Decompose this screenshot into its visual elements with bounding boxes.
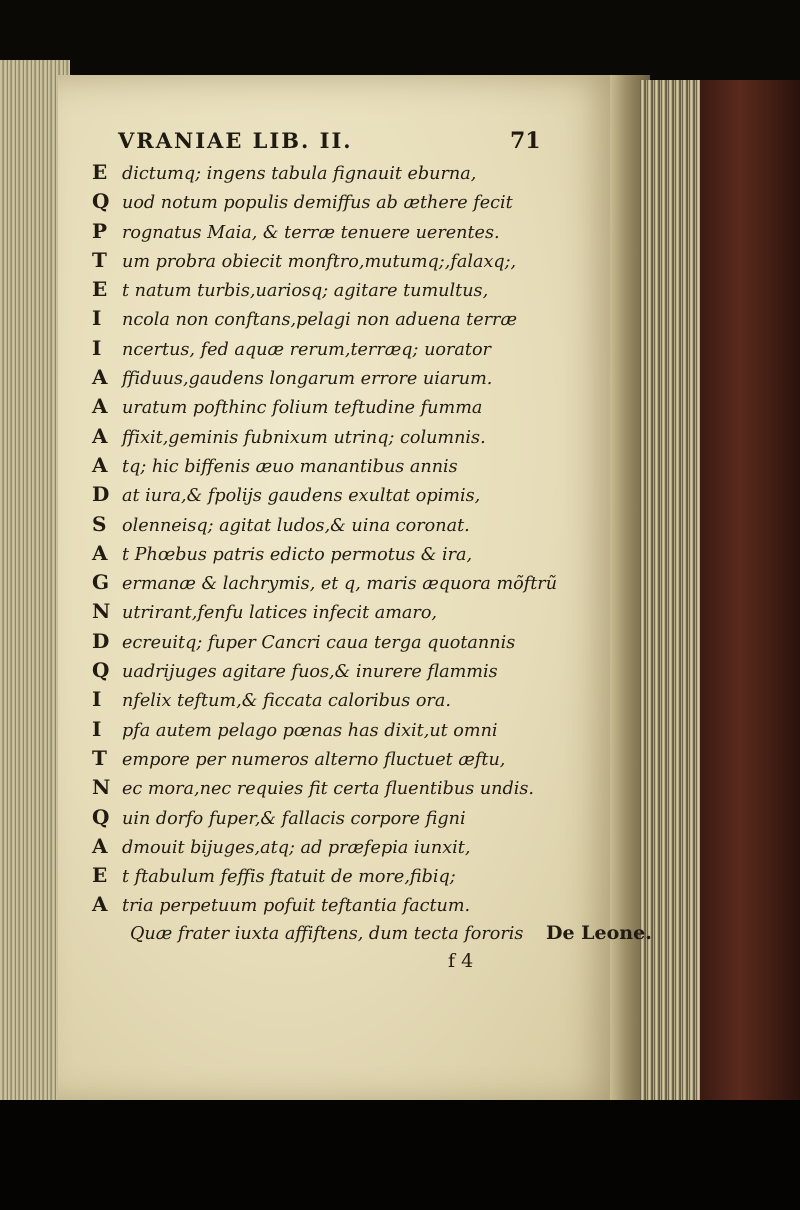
verse-initial: A — [92, 833, 108, 858]
verse-line-last: Quæ frater iuxta affiftens, dum tecta fororis — [130, 923, 524, 944]
verse-initial: A — [92, 892, 108, 917]
verse-line — [92, 597, 612, 626]
book-cover-edge — [700, 80, 800, 1110]
verse-text: utrirant,fenfu latices infecit amaro, — [122, 603, 438, 624]
verse-block — [92, 158, 612, 949]
verse-line — [92, 744, 612, 773]
verse-initial: A — [92, 365, 108, 390]
verse-initial: G — [92, 570, 110, 595]
verse-initial: I — [92, 716, 102, 741]
verse-line — [92, 568, 612, 597]
verse-line — [92, 392, 612, 421]
verse-text: ec mora,nec requies fit certa fluentibus undis. — [122, 779, 535, 800]
verse-text: olenneisq; agitat ludos,& uina coronat. — [122, 515, 470, 536]
verse-line — [92, 158, 612, 187]
verse-line — [92, 363, 612, 392]
background-shadow — [0, 1100, 800, 1210]
verse-initial: A — [92, 452, 108, 477]
verse-initial: D — [92, 628, 110, 653]
verse-line — [92, 217, 612, 246]
verse-line — [92, 832, 612, 861]
catchword: De Leone. — [546, 922, 652, 944]
verse-line — [92, 715, 612, 744]
right-page-edges — [640, 80, 700, 1100]
verse-text: empore per numeros alterno fluctuet æftu, — [122, 749, 506, 770]
verse-initial: Q — [92, 189, 110, 214]
verse-initial: Q — [92, 658, 110, 683]
verse-line — [92, 685, 612, 714]
verse-text: um probra obiecit monftro,mutumq;,falaxq;, — [122, 251, 517, 272]
verse-text: uadrijuges agitare fuos,& inurere flammis — [122, 662, 498, 683]
verse-line — [92, 890, 612, 919]
verse-line — [92, 422, 612, 451]
verse-initial: S — [92, 511, 107, 536]
verse-initial: D — [92, 482, 110, 507]
verse-text: at iura,& fpolijs gaudens exultat opimis, — [122, 486, 481, 507]
verse-text: tria perpetuum pofuit teftantia factum. — [122, 896, 471, 917]
verse-line — [92, 187, 612, 216]
verse-initial: P — [92, 218, 108, 243]
verse-text: t Phœbus patris edicto permotus & ira, — [122, 544, 473, 565]
verse-initial: I — [92, 335, 102, 360]
verse-line — [92, 656, 612, 685]
verse-initial: A — [92, 423, 108, 448]
verse-initial: I — [92, 306, 102, 331]
verse-text: dmouit bijuges,atq; ad præfepia iunxit, — [122, 837, 471, 858]
verse-line — [92, 803, 612, 832]
verse-line — [92, 510, 612, 539]
running-head: VRANIAE LIB. II. — [118, 128, 353, 153]
verse-line — [92, 334, 612, 363]
verse-line — [92, 773, 612, 802]
verse-text: rognatus Maia, & terræ tenuere uerentes. — [122, 222, 500, 243]
verse-text: uin dorfo fuper,& fallacis corpore figni — [122, 808, 466, 829]
verse-initial: A — [92, 540, 108, 565]
verse-line — [92, 246, 612, 275]
page-number: 71 — [510, 128, 541, 154]
verse-text: tq; hic biffenis æuo manantibus annis — [122, 456, 458, 477]
verse-initial: I — [92, 687, 102, 712]
verse-initial: T — [92, 745, 107, 770]
verse-text: nfelix teftum,& ficcata caloribus ora. — [122, 691, 451, 712]
verse-text: uod notum populis demiffus ab æthere fecit — [122, 193, 513, 214]
signature-mark: f 4 — [448, 950, 474, 972]
verse-line — [92, 539, 612, 568]
verse-initial: T — [92, 247, 107, 272]
verse-line — [92, 480, 612, 509]
verse-initial: E — [92, 863, 108, 888]
verse-initial: E — [92, 160, 108, 184]
verse-line — [92, 861, 612, 890]
verse-initial: Q — [92, 804, 110, 829]
verse-text: t ftabulum feffis ftatuit de more,fibiq; — [122, 867, 456, 888]
verse-line — [92, 275, 612, 304]
verse-text: pfa autem pelago pœnas has dixit,ut omni — [122, 720, 498, 741]
verse-initial: A — [92, 394, 108, 419]
verse-line — [92, 304, 612, 333]
verse-text: dictumq; ingens tabula fignauit eburna, — [122, 164, 477, 184]
verse-initial: E — [92, 277, 108, 302]
verse-text: ecreuitq; fuper Cancri caua terga quotannis — [122, 632, 516, 653]
verse-text: ncertus, fed aquæ rerum,terræq; uorator — [122, 339, 491, 360]
verse-initial: N — [92, 599, 111, 624]
verse-line — [92, 451, 612, 480]
verse-text: uratum pofthinc folium teftudine fumma — [122, 398, 483, 419]
verse-initial: N — [92, 775, 111, 800]
verse-line — [92, 627, 612, 656]
verse-text: ncola non conftans,pelagi non aduena terræ — [122, 310, 518, 331]
verse-text: ermanæ & lachrymis, et q, maris æquora mõftrũ — [122, 574, 558, 595]
verse-text: ffixit,geminis fubnixum utrinq; columnis. — [122, 427, 486, 448]
verse-text: ffiduus,gaudens longarum errore uiarum. — [122, 369, 493, 390]
verse-text: t natum turbis,uariosq; agitare tumultus, — [122, 281, 489, 302]
